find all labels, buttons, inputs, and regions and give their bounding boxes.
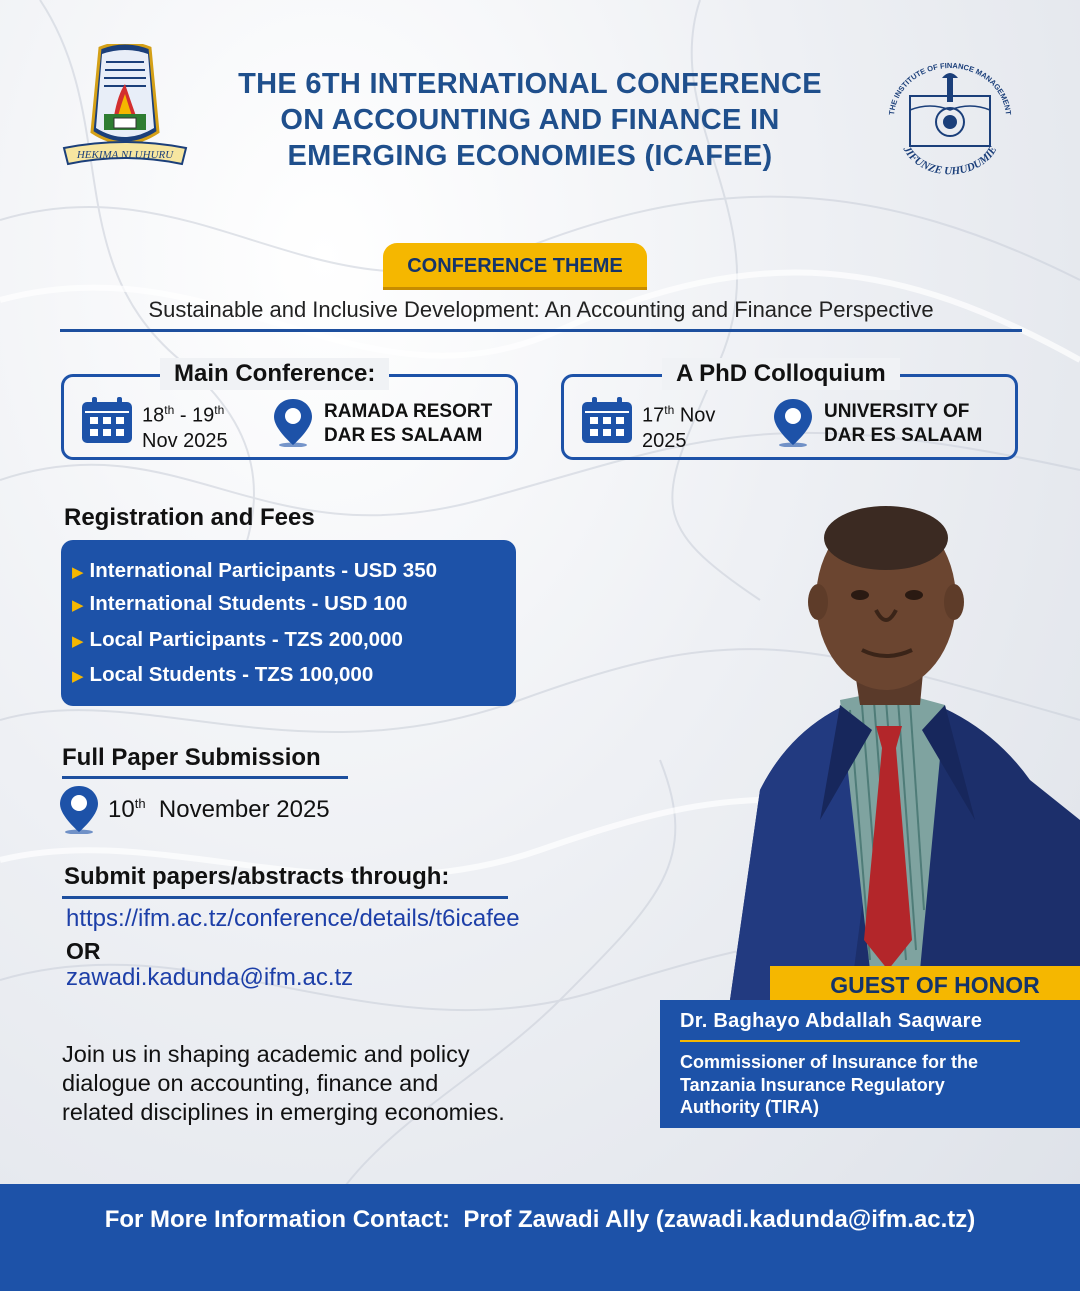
join-message: Join us in shaping academic and policy dialogue on accounting, finance and related disciplines in emerging economies. [62,1041,505,1125]
footer-contact: For More Information Contact: Prof Zawadi Ally (zawadi.kadunda@ifm.ac.tz) [104,1206,976,1233]
conference-theme-text: Sustainable and Inclusive Development: An Accounting and Finance Perspective [148,297,934,322]
main-conference-title: Main Conference: [160,358,389,390]
title-line-1: THE 6TH INTERNATIONAL CONFERENCE [238,68,822,100]
submission-email[interactable]: zawadi.kadunda@ifm.ac.tz [66,964,354,991]
conference-title [200,66,860,174]
theme-divider [60,329,1022,332]
phd-colloquium-title: A PhD Colloquium [662,358,900,390]
submit-through-underline [62,896,508,899]
conference-theme-badge: CONFERENCE THEME [383,243,647,287]
play-arrow-icon: ▶ [72,564,84,581]
guest-role: Commissioner of Insurance for the Tanzania Insurance Regulatory Authority (TIRA) [680,1052,979,1117]
or-label: OR [66,938,101,964]
location-pin-icon [772,399,814,447]
main-conference-date: 18th - 19th Nov 2025 [142,403,228,452]
guest-of-honor-badge: GUEST OF HONOR [770,966,1080,1004]
location-pin-icon [272,399,314,447]
fee-item: ▶ International Students - USD 100 [72,592,408,615]
ifm-logo [880,58,1020,180]
submit-through-title: Submit papers/abstracts through: [64,863,450,890]
phd-colloquium-venue: UNIVERSITY OF DAR ES SALAAM [824,401,983,446]
ifm-logo-name: THE INSTITUTE OF FINANCE MANAGEMENT [887,60,1013,116]
calendar-icon [582,397,632,443]
footer-bar [0,1184,1080,1291]
fee-item: ▶ Local Students - TZS 100,000 [72,663,374,686]
submission-title: Full Paper Submission [62,744,321,771]
guest-portrait [690,490,1080,1000]
svg-text:JIFUNZE UHUDUMIE [900,143,999,177]
udsm-logo [58,44,192,178]
fee-item: ▶ Local Participants - TZS 200,000 [72,628,403,651]
fee-item: ▶ International Participants - USD 350 [72,559,437,582]
play-arrow-icon: ▶ [72,668,84,685]
play-arrow-icon: ▶ [72,633,84,650]
title-line-2: ON ACCOUNTING AND FINANCE IN [280,104,780,136]
submission-underline [62,776,348,779]
location-pin-icon [58,786,100,834]
ifm-logo-motto: JIFUNZE UHUDUMIE [900,144,1000,178]
guest-name: Dr. Baghayo Abdallah Saqware [680,1010,983,1032]
submission-deadline: 10th November 2025 [108,796,330,823]
registration-title: Registration and Fees [64,504,315,531]
play-arrow-icon: ▶ [72,597,84,614]
phd-colloquium-date: 17th Nov 2025 [642,403,716,452]
udsm-motto: HEKIMA NI UHURU [76,149,174,161]
guest-divider [680,1040,1020,1042]
main-conference-venue: RAMADA RESORT DAR ES SALAAM [324,401,493,446]
calendar-icon [82,397,132,443]
title-line-3: EMERGING ECONOMIES (ICAFEE) [287,140,773,172]
submission-link[interactable]: https://ifm.ac.tz/conference/details/t6icafee [66,905,520,932]
